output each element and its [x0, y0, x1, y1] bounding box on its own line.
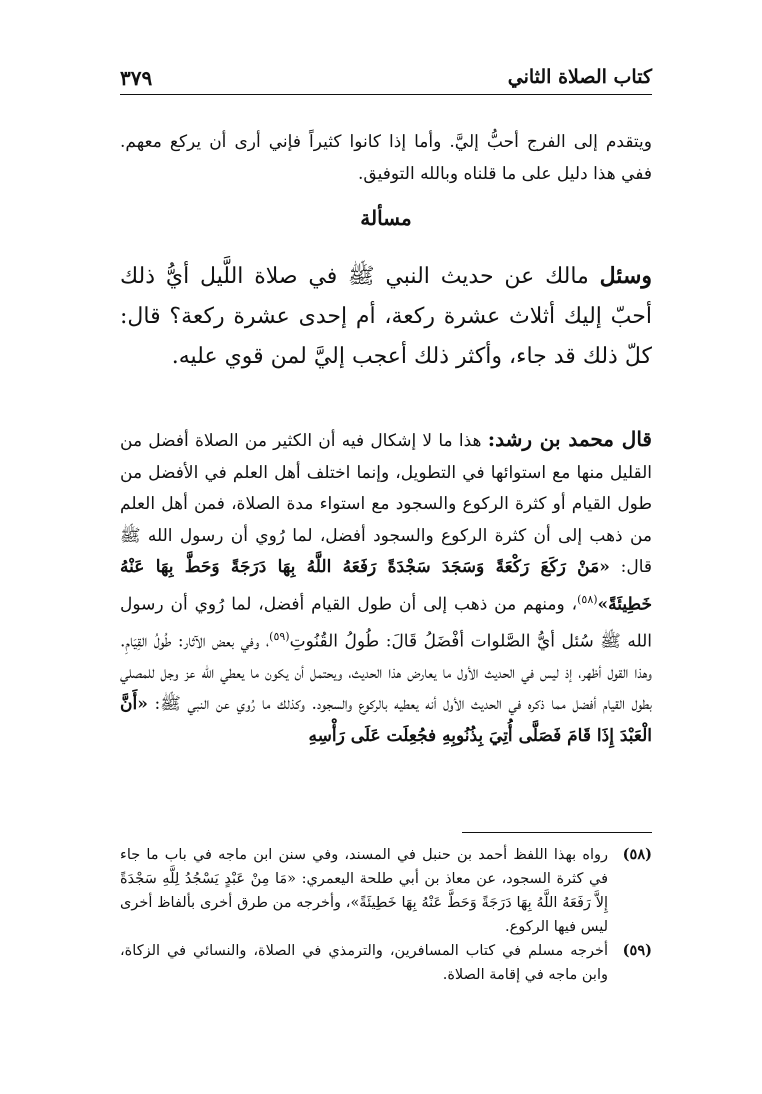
page-header	[120, 56, 652, 95]
paragraph-2	[120, 256, 652, 377]
footnote-59	[120, 939, 652, 987]
footnote-text: أخرجه مسلم في كتاب المسافرين، والترمذي في الصلاة، والنسائي في الزكاة، وابن ماجه في إقامة الصلاة.	[120, 943, 608, 983]
footnote-ref-59[interactable]: (٥٩)	[269, 629, 290, 643]
paragraph-3-lead: قال محمد بن رشد:	[487, 427, 652, 451]
footnote-58	[120, 843, 652, 939]
paragraph-2-text: مالك عن حديث النبي ﷺ في صلاة اللَّيل أيُّ ذلك أحبّ إليك أثلاث عشرة ركعة، أم إحدى عشرة ركعة؟ قال: كلّ ذلك قد جاء، وأكثر ذلك أعجب إليَّ لمن قوي عليه.	[120, 264, 652, 369]
footnotes	[120, 843, 652, 987]
footnote-number: (٥٩)	[622, 942, 652, 959]
footnote-divider	[462, 832, 652, 833]
footnote-number: (٥٨)	[622, 846, 652, 863]
page-number: ٣٧٩	[120, 66, 153, 90]
hadith-quote-1: «مَنْ رَكَعَ رَكْعَةً وَسَجَدَ سَجْدَةً رَفَعَهُ اللَّهُ بِهَا دَرَجَةً وَحَطَّ بِهَا عَنْهُ خَطِيئَةً»	[120, 557, 652, 615]
paragraph-3	[120, 424, 652, 752]
paragraph-3-part-1: هذا ما لا إشكال فيه أن الكثير من الصلاة أفضل من القليل منها مع استوائها في التطويل، وإنما اختلف أهل العلم في الأفضل من طول القيام أو كثرة الركوع والسجود مع استواء مدة الصلاة، فمن أهل العلم من ذهب إلى أن كثرة الركوع والسجود أفضل، لما رُوي أن رسول الله ﷺ قال:	[120, 431, 653, 577]
section-heading: مسألة	[360, 206, 412, 230]
hadith-quote-2: «أَنَّ الْعَبْدَ إِذَا قَامَ فَصَلَّى أُتِيَ بِذُنُوبِهِ فجُعِلَت عَلَى رَأْسِهِ	[120, 694, 652, 746]
paragraph-2-lead: وسئل	[599, 263, 652, 289]
paragraph-3-part-3: ، وفي بعض الآثار: طُولُ القِيَامِ. وهذا القول أظهر، إذ ليس في الحديث الأول ما يعارض هذا الحديث، ويحتمل أن يكون ما يعطي الله عز وجل للمصلي بطول القيام أفضل مما ذكره في الحديث الأول أنه يعطيه بالركوع والسجود. وكذلك ما رُوي عن النبي ﷺ:	[120, 631, 652, 715]
paragraph-1: ويتقدم إلى الفرج أحبُّ إليَّ. وأما إذا كانوا كثيراً فإني أرى أن يركع معهم. ففي هذا دليل على ما قلناه وبالله التوفيق.	[120, 132, 652, 184]
paragraph-3-part-2: ، ومنهم من ذهب إلى أن طول القيام أفضل، لما رُوي أن رسول الله ﷺ سُئل أيُّ الصَّلوات أفْضَلُ قَالَ: طُولُ القُنُوتِ	[120, 594, 653, 652]
footnote-text: رواه بهذا اللفظ أحمد بن حنبل في المسند، وفي سنن ابن ماجه في باب ما جاء في كثرة السجود، عن معاذ بن أبي طلحة اليعمري: «مَا مِنْ عَبْدٍ يَسْجُدُ لِلَّهِ سَجْدَةً إِلاَّ رَفَعَهُ اللَّهُ بِهَا دَرَجَةً وَحَطَّ عَنْهُ بِهَا خَطِيئَةً»، وأخرجه من طرق أخرى بألفاظ أخرى ليس فيها الركوع.	[120, 847, 608, 935]
footnote-ref-58[interactable]: (٥٨)	[577, 592, 598, 606]
running-title: كتاب الصلاة الثاني	[507, 66, 652, 88]
